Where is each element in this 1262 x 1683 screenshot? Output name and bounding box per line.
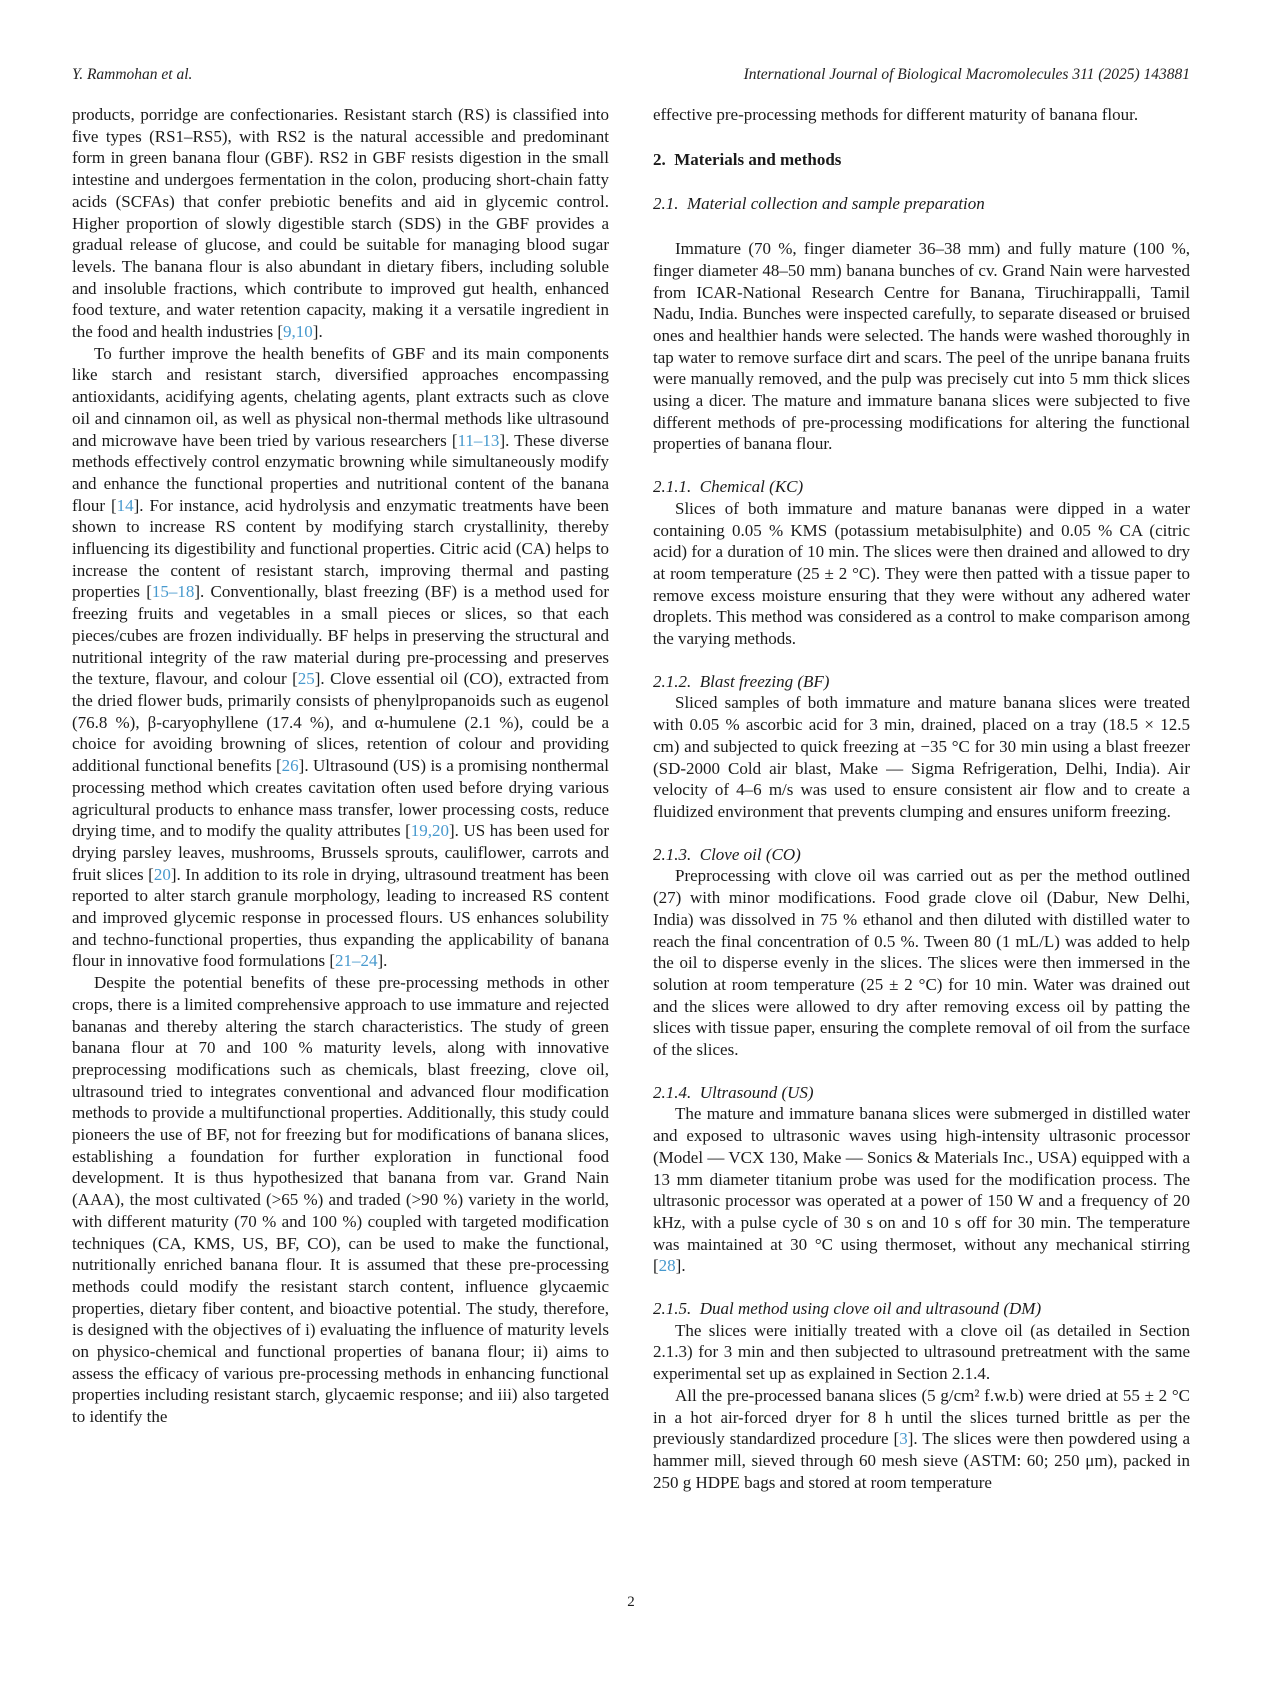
paragraph: effective pre-processing methods for different maturity of banana flour. bbox=[653, 105, 1139, 124]
citation-ref[interactable]: 20 bbox=[153, 864, 171, 884]
paragraph: Preprocessing with clove oil was carried out as per the method outlined (27) with minor modifications. Food grade clove oil (Dabur, New Delhi, India) was dissolved in 75 % ethanol and then diluted with distilled water to reach the final concentration of 0.5 %. Tween 80 (1 mL/L) was added to help the oil to disperse evenly in the slices. The slices were then immersed in the solution at room temperature (25 ± 2 °C) for 10 min. Water was drained out and the slices were allowed to dry after removing excess oil by patting the slices with tissue paper, ensuring the complete removal of oil from the surface of the slices. bbox=[653, 866, 1190, 1060]
citation-ref[interactable]: 14 bbox=[116, 495, 134, 515]
paragraph: The slices were initially treated with a clove oil (as detailed in Section 2.1.3) for 3 min and then subjected to ultrasound pretreatment with the same experimental set up as explained in Section 2.1.4. bbox=[653, 1320, 1190, 1384]
section-heading: 2. Materials and methods bbox=[653, 149, 842, 169]
running-head bbox=[72, 66, 1190, 84]
citation-ref[interactable]: 25 bbox=[297, 669, 315, 689]
running-head-journal: International Journal of Biological Macromolecules 311 (2025) 143881 bbox=[743, 66, 1190, 83]
left-column bbox=[72, 104, 609, 1493]
citation-ref[interactable]: 11–13 bbox=[457, 430, 500, 450]
paragraph: Slices of both immature and mature bananas were dipped in a water containing 0.05 % KMS (potassium metabisulphite) and 0.05 % CA (citric acid) for a duration of 10 min. The slices were then drained and allowed to dry at room temperature (25 ± 2 °C). They were then patted with a tissue paper to remove excess moisture ensuring that they were without any adhered water droplets. This method was considered as a control to make comparison among the varying methods. bbox=[653, 498, 1190, 649]
subsubsection-heading: 2.1.3. Clove oil (CO) bbox=[653, 844, 801, 864]
subsubsection-heading: 2.1.2. Blast freezing (BF) bbox=[653, 671, 830, 691]
page-footer bbox=[0, 1594, 1262, 1611]
citation-ref[interactable]: 26 bbox=[281, 756, 299, 776]
citation-ref[interactable]: 9,10 bbox=[283, 322, 313, 342]
subsubsection-heading: 2.1.4. Ultrasound (US) bbox=[653, 1082, 814, 1102]
citation-ref[interactable]: 15–18 bbox=[151, 582, 195, 602]
right-column bbox=[653, 104, 1190, 1493]
paragraph: Immature (70 %, finger diameter 36–38 mm) and fully mature (100 %, finger diameter 48–50 mm) banana bunches of cv. Grand Nain were harvested from ICAR-National Research Centre for Banana, Tiruchirappalli, Tamil Nadu, India. Bunches were inspected carefully, to separate diseased or bruised ones and healthier hands were selected. The hands were washed thoroughly in tap water to remove surface dirt and scars. The peel of the unripe banana fruits were manually removed, and the pulp was precisely cut into 5 mm thick slices using a dicer. The mature and immature banana slices were subjected to five different methods of pre-processing modifications for altering the functional properties of banana flour. bbox=[653, 239, 1190, 454]
article-body bbox=[72, 104, 1190, 1493]
paragraph: All the pre-processed banana slices (5 g/cm² f.w.b) were dried at 55 ± 2 °C in a hot air-forced dryer for 8 h until the slices turned brittle as per the previously standardized procedure [3]. The slices were then powdered using a hammer mill, sieved through 60 mesh sieve (ASTM: 60; 250 μm), packed in 250 g HDPE bags and stored at room temperature bbox=[653, 1385, 1190, 1492]
citation-ref[interactable]: 3 bbox=[899, 1429, 908, 1449]
citation-ref[interactable]: 19,20 bbox=[410, 821, 450, 841]
citation-ref[interactable]: 21–24 bbox=[334, 951, 378, 971]
paragraph: Sliced samples of both immature and mature banana slices were treated with 0.05 % ascorbic acid for 3 min, drained, placed on a tray (18.5 × 12.5 cm) and subjected to quick freezing at −35 °C for 30 min using a blast freezer (SD-2000 Cold air blast, Make — Sigma Refrigeration, Delhi, India). Air velocity of 4–6 m/s was used to ensure consistent air flow and to create a fluidized environment that prevents clumping and ensures uniform freezing. bbox=[653, 693, 1190, 821]
paragraph: Despite the potential benefits of these pre-processing methods in other crops, there is a limited comprehensive approach to use immature and rejected bananas and thereby altering the starch characteristics. The study of green banana flour at 70 and 100 % maturity levels, along with innovative preprocessing modifications such as chemicals, blast freezing, clove oil, ultrasound tried to integrates conventional and advanced flour modification methods to provide a multifunctional properties. Additionally, this study could pioneers the use of BF, not for freezing but for modifications of banana slices, establishing a foundation for further exploration in functional food development. It is thus hypothesized that banana from var. Grand Nain (AAA), the most cultivated (>65 %) and traded (>90 %) variety in the world, with different maturity (70 % and 100 %) coupled with targeted modification techniques (CA, KMS, US, BF, CO), can be used to make the functional, nutritionally enriched banana flour. It is assumed that these pre-processing methods could modify the resistant starch content, influence glycaemic properties, dietary fiber content, and bioactive potential. The study, therefore, is designed with the objectives of i) evaluating the influence of maturity levels on physico-chemical and functional properties of banana flour; ii) aims to assess the efficacy of various pre-processing methods in enhancing functional properties including resistant starch, glycaemic response; and iii) also targeted to identify the bbox=[72, 973, 609, 1427]
subsection-heading: 2.1. Material collection and sample preparation bbox=[653, 194, 985, 214]
page-number: 2 bbox=[627, 1594, 635, 1610]
subsubsection-heading: 2.1.1. Chemical (KC) bbox=[653, 477, 804, 497]
running-head-authors: Y. Rammohan et al. bbox=[72, 66, 193, 83]
paragraph: The mature and immature banana slices were submerged in distilled water and exposed to ultrasonic waves using high-intensity ultrasonic processor (Model — VCX 130, Make — Sonics & Materials Inc., USA) equipped with a 13 mm diameter titanium probe was used for the modification process. The ultrasonic processor was operated at a power of 150 W and a frequency of 20 kHz, with a pulse cycle of 30 s on and 10 s off for 30 min. The temperature was maintained at 30 °C using thermoset, without any mechanical stirring [28]. bbox=[653, 1104, 1190, 1276]
citation-ref[interactable]: 28 bbox=[658, 1256, 676, 1276]
subsubsection-heading: 2.1.5. Dual method using clove oil and ultrasound (DM) bbox=[653, 1299, 1042, 1319]
paragraph: To further improve the health benefits of GBF and its main components like starch and resistant starch, diversified approaches encompassing antioxidants, acidifying agents, chelating agents, plant extracts such as clove oil and cinnamon oil, as well as physical non-thermal methods like ultrasound and microwave have been tried by various researchers [11–13]. These diverse methods effectively control enzymatic browning while simultaneously modify and enhance the functional properties and nutritional content of the banana flour [14]. For instance, acid hydrolysis and enzymatic treatments have been shown to increase RS content by modifying starch crystallinity, thereby influencing its digestibility and functional properties. Citric acid (CA) helps to increase the content of resistant starch, improving thermal and pasting properties [15–18]. Conventionally, blast freezing (BF) is a method used for freezing fruits and vegetables in a small pieces or slices, so that each pieces/cubes are frozen individually. BF helps in preserving the structural and nutritional integrity of the raw material during pre-processing and preserves the texture, flavour, and colour [25]. Clove essential oil (CO), extracted from the dried flower buds, primarily consists of phenylpropanoids such as eugenol (76.8 %), β-caryophyllene (17.4 %), and α-humulene (2.1 %), could be a choice for avoiding browning of slices, retention of colour and providing additional functional benefits [26]. Ultrasound (US) is a promising nonthermal processing method which creates cavitation often used before drying various agricultural products to enhance mass transfer, lower processing costs, reduce drying time, and to modify the quality attributes [19,20]. US has been used for drying parsley leaves, mushrooms, Brussels sprouts, cauliflower, carrots and fruit slices [20]. In addition to its role in drying, ultrasound treatment has been reported to alter starch granule morphology, leading to increased RS content and improved glycemic response in processed flours. US enhances solubility and techno-functional properties, thus expanding the applicability of banana flour in innovative food formulations [21–24]. bbox=[72, 343, 609, 971]
paragraph: products, porridge are confectionaries. Resistant starch (RS) is classified into five types (RS1–RS5), with RS2 is the natural accessible and predominant form in green banana flour (GBF). RS2 in GBF resists digestion in the small intestine and undergoes fermentation in the colon, producing short-chain fatty acids (SCFAs) that confer prebiotic benefits and aid in glycemic control. Higher proportion of slowly digestible starch (SDS) in the GBF provides a gradual release of glucose, and could be suitable for managing blood sugar levels. The banana flour is also abundant in dietary fibers, including soluble and insoluble fractions, which contribute to improved gut health, enhanced food texture, and water retention capacity, making it a versatile ingredient in the food and health industries [9,10]. bbox=[72, 105, 609, 342]
